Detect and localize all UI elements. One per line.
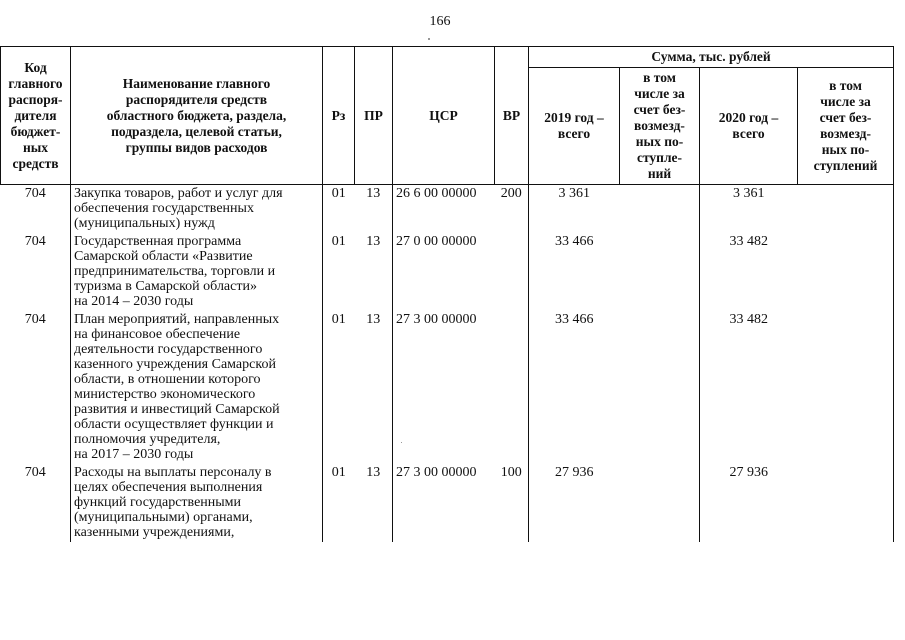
row-2019-incl — [620, 464, 700, 542]
row-vr — [495, 233, 529, 311]
header-incl2020-line: числе за — [820, 94, 871, 109]
row-name-line: министерство экономического — [74, 387, 256, 402]
row-2019-total: 27 936 — [555, 465, 594, 480]
table-row — [1, 233, 894, 311]
header-2019-total — [529, 68, 620, 185]
row-2019-incl — [620, 311, 700, 464]
row-name-line: полномочия учредителя, — [74, 432, 221, 447]
header-incl2019-line: возмезд- — [634, 118, 685, 133]
table-row — [1, 464, 894, 542]
row-code: 704 — [1, 185, 71, 234]
budget-table — [0, 46, 894, 542]
row-pr: 13 — [355, 464, 393, 542]
header-code-line: главного — [8, 75, 63, 91]
header-incl2019-line: ных по- — [635, 134, 684, 149]
row-vr: 200 — [495, 185, 529, 234]
row-code: 704 — [1, 233, 71, 311]
row-2020-total: 3 361 — [733, 186, 765, 201]
row-rz: 01 — [331, 465, 346, 480]
row-pr: 13 — [355, 233, 393, 311]
row-rz: 01 — [331, 186, 346, 201]
row-csr: 26 6 00 00000 — [396, 186, 477, 201]
row-name-line: обеспечения государственных — [74, 201, 254, 216]
row-2020-incl — [798, 464, 894, 542]
header-2019-incl — [620, 68, 700, 185]
table-row — [1, 311, 894, 464]
row-2019-incl — [620, 185, 700, 234]
header-pr: ПР — [355, 47, 393, 185]
row-vr — [495, 311, 529, 464]
header-vr: ВР — [495, 47, 529, 185]
header-incl2020-line: ных по- — [821, 142, 870, 157]
row-pr: 13 — [355, 185, 393, 234]
header-name-line: подраздела, целевой статьи, — [111, 123, 282, 139]
row-2020-incl — [798, 233, 894, 311]
header-incl2019-line: ступле- — [636, 150, 683, 165]
row-vr: 100 — [495, 464, 529, 542]
table-row — [1, 185, 894, 234]
header-incl2020-line: счет без- — [819, 110, 872, 125]
row-name-line: целях обеспечения выполнения — [74, 480, 263, 495]
row-2020-incl — [798, 311, 894, 464]
row-name-line: казенными учреждениями, — [74, 525, 235, 540]
row-2020-total: 27 936 — [729, 465, 768, 480]
header-name-line: распорядителя средств — [125, 91, 268, 107]
row-name-line: на 2014 – 2030 годы — [74, 294, 194, 309]
header-incl2019-line: ний — [647, 166, 672, 181]
row-name-line: (муниципальными) органами, — [74, 510, 253, 525]
row-csr: 27 3 00 00000 — [396, 312, 477, 327]
header-code-line: средств — [12, 155, 59, 171]
header-2020-incl — [798, 68, 894, 185]
row-csr: 27 3 00 00000 — [396, 465, 477, 480]
row-name-line: казенного учреждения Самарской — [74, 357, 276, 372]
header-incl2019-line: в том — [643, 70, 676, 85]
row-2020-total: 33 482 — [729, 312, 768, 327]
row-2019-total: 33 466 — [555, 234, 594, 249]
row-name — [71, 233, 323, 311]
header-2019-line: 2019 год – — [544, 110, 604, 125]
row-pr: 13 — [355, 311, 393, 464]
header-code — [1, 47, 71, 185]
row-name-line: функций государственными — [74, 495, 242, 510]
page-number: 166 — [429, 14, 451, 29]
header-2020-line: 2020 год – — [718, 110, 779, 125]
row-name-line: области осуществляет функции и — [74, 417, 274, 432]
header-2019-line: всего — [557, 126, 591, 141]
header-incl2020-line: ступлений — [813, 158, 878, 173]
header-code-line: дителя — [14, 107, 57, 123]
header-code-line: бюджет- — [10, 123, 61, 139]
header-2020-line: всего — [732, 126, 765, 141]
row-2020-incl — [798, 185, 894, 234]
header-name-line: областного бюджета, раздела, — [106, 107, 287, 123]
row-rz: 01 — [331, 312, 346, 327]
row-name — [71, 464, 323, 542]
row-name-line: области, в отношении которого — [74, 372, 261, 387]
row-name-line: деятельности государственного — [74, 342, 263, 357]
row-name — [71, 185, 323, 234]
header-code-line: распоря- — [8, 91, 63, 107]
row-code: 704 — [1, 464, 71, 542]
row-csr: 27 0 00 00000 — [396, 234, 477, 249]
header-name-line: Наименование главного — [122, 75, 271, 91]
header-name-line: группы видов расходов — [125, 139, 268, 155]
row-name-line: Государственная программа — [74, 234, 242, 249]
header-csr: ЦСР — [393, 47, 495, 185]
row-name-line: на финансовое обеспечение — [74, 327, 241, 342]
header-incl2020-line: возмезд- — [820, 126, 871, 141]
header-2020-total — [700, 68, 798, 185]
header-rz: Рз — [323, 47, 355, 185]
row-name — [71, 311, 323, 464]
header-code-line: Код — [24, 59, 47, 75]
row-name-line: План мероприятий, направленных — [74, 312, 280, 327]
header-incl2019-line: числе за — [634, 86, 685, 101]
header-sum: Сумма, тыс. рублей — [529, 47, 894, 68]
row-2019-total: 33 466 — [555, 312, 594, 327]
row-2019-incl — [620, 233, 700, 311]
row-2020-total: 33 482 — [729, 234, 768, 249]
row-code: 704 — [1, 311, 71, 464]
row-name-line: Расходы на выплаты персоналу в — [74, 465, 272, 480]
row-name-line: Закупка товаров, работ и услуг для — [74, 186, 283, 201]
scan-speck — [428, 38, 430, 40]
row-name-line: развития и инвестиций Самарской — [74, 402, 280, 417]
row-name-line: (муниципальных) нужд — [74, 216, 215, 231]
table-body — [1, 185, 894, 543]
header-code-line: ных — [22, 139, 49, 155]
row-2019-total: 3 361 — [558, 186, 590, 201]
header-name — [71, 47, 323, 185]
header-incl2020-line: в том — [829, 78, 862, 93]
header-incl2019-line: счет без- — [633, 102, 686, 117]
row-name-line: туризма в Самарской области» — [74, 279, 257, 294]
row-rz: 01 — [331, 234, 346, 249]
row-name-line: Самарской области «Развитие — [74, 249, 253, 264]
row-name-line: на 2017 – 2030 годы — [74, 447, 194, 462]
row-name-line: предпринимательства, торговли и — [74, 264, 276, 279]
